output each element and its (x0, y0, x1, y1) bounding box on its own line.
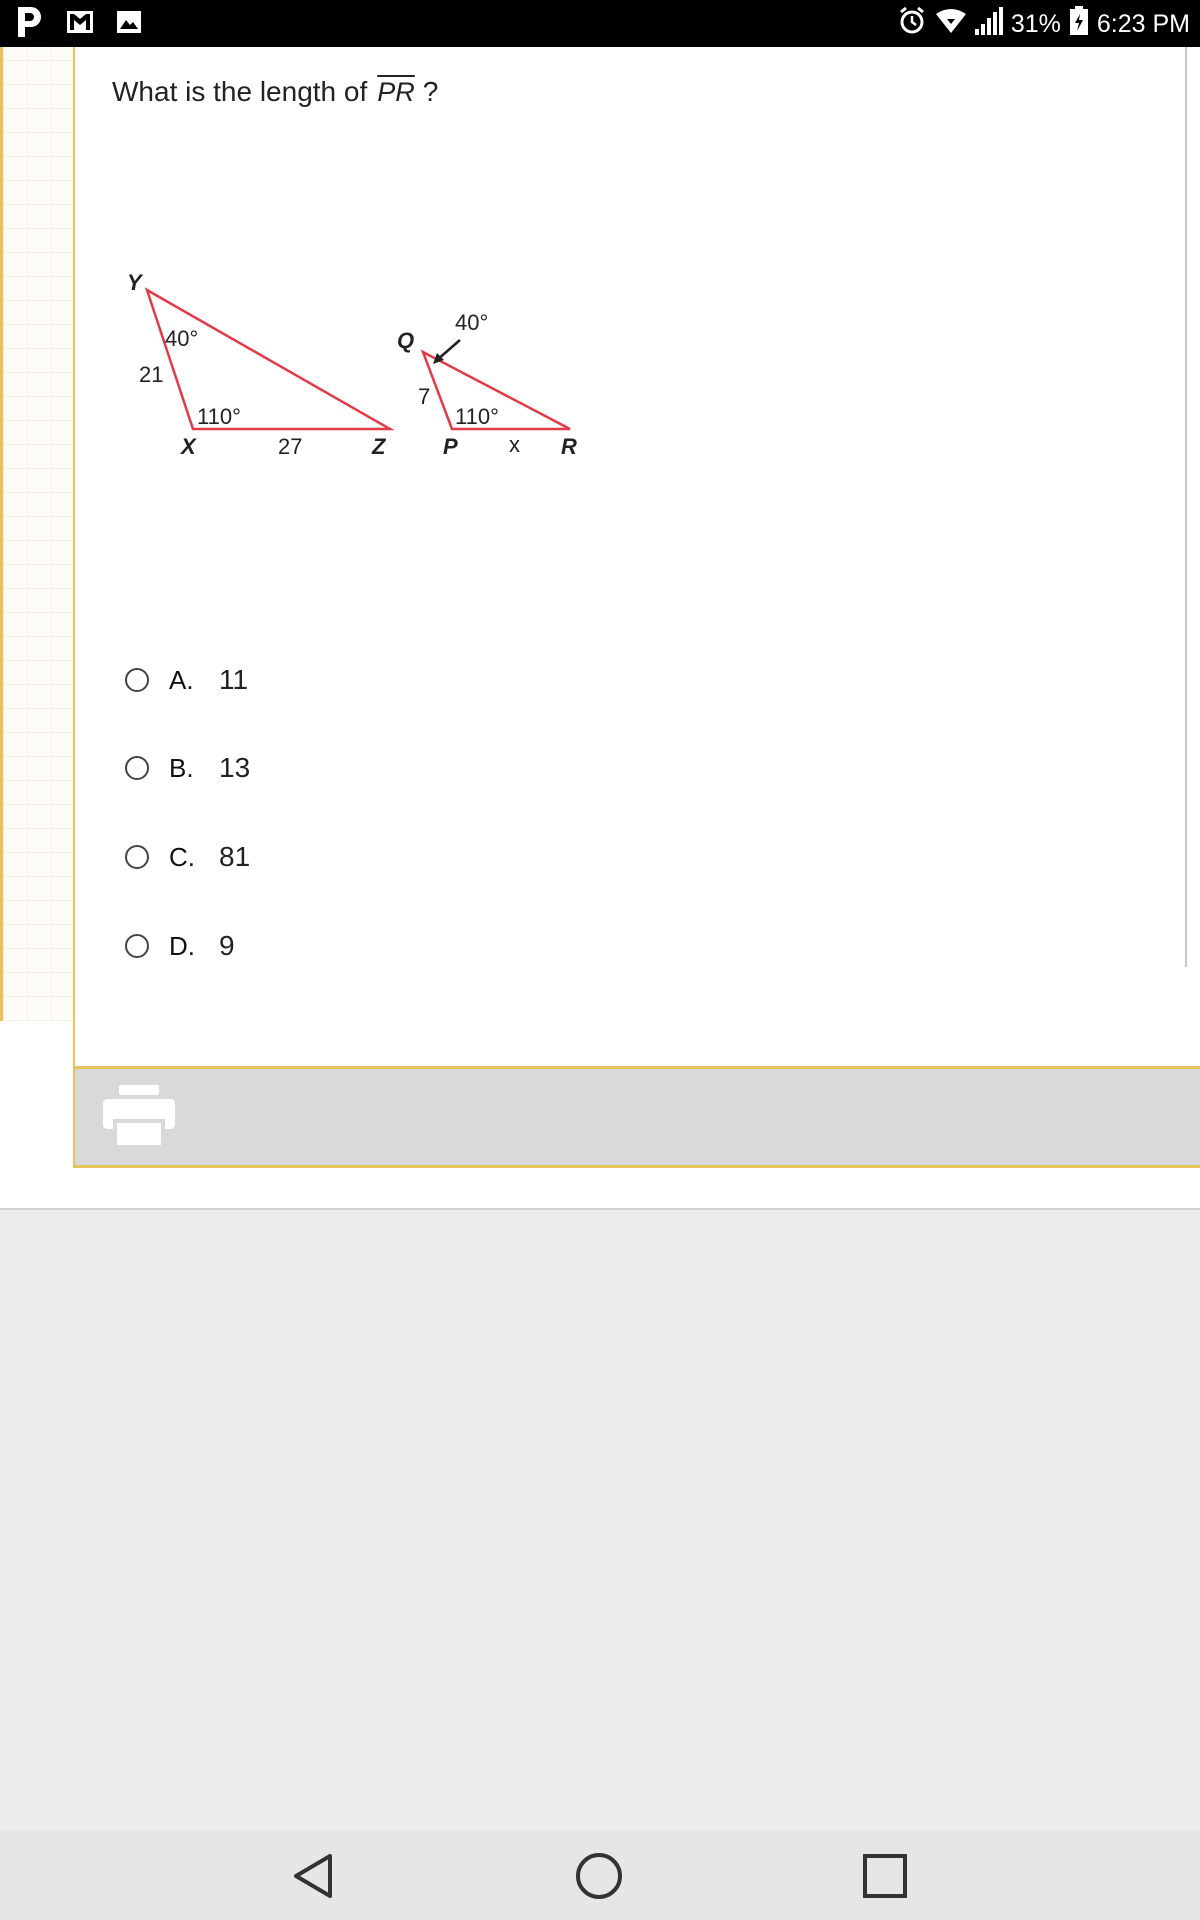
question-card (73, 47, 1200, 1067)
recents-button[interactable] (855, 1846, 915, 1906)
question-prompt (112, 76, 438, 108)
option-a[interactable] (125, 658, 248, 702)
side-yx-label: 21 (139, 362, 164, 387)
question-mark: ? (422, 76, 439, 107)
option-text: 11 (219, 664, 249, 695)
side-pr-label: x (509, 432, 520, 457)
signal-icon (975, 7, 1003, 42)
triangles-figure (115, 260, 595, 470)
status-bar-left (14, 6, 142, 42)
print-button[interactable] (103, 1085, 175, 1151)
wifi-icon (935, 8, 967, 41)
option-letter: B. (169, 752, 194, 783)
status-bar-right (897, 6, 1190, 42)
home-icon (569, 1846, 629, 1906)
option-d[interactable] (125, 924, 235, 968)
vertex-y: Y (127, 270, 142, 295)
side-xz-label: 27 (278, 434, 303, 459)
pandora-icon (14, 5, 44, 44)
option-b[interactable] (125, 746, 250, 790)
image-icon (116, 10, 142, 39)
option-letter: A. (169, 664, 194, 695)
radio-button[interactable] (125, 756, 149, 780)
bottom-toolbar (73, 1066, 1200, 1168)
option-letter: D. (169, 930, 195, 961)
vertex-q: Q (397, 328, 415, 353)
gmail-icon (66, 10, 94, 39)
question-text: What is the length of (112, 76, 368, 107)
vertex-p: P (443, 434, 458, 459)
radio-button[interactable] (125, 668, 149, 692)
left-margin-strip (0, 47, 75, 1021)
navigation-bar (0, 1830, 1200, 1920)
print-icon (103, 1085, 175, 1151)
option-text: 13 (219, 752, 251, 783)
vertex-r: R (561, 434, 577, 459)
card-right-border (1185, 47, 1187, 967)
radio-button[interactable] (125, 845, 149, 869)
home-button[interactable] (569, 1846, 629, 1906)
angle-p-label: 110° (455, 404, 499, 429)
angle-y-label: 40° (165, 326, 199, 351)
angle-q-label: 40° (455, 310, 489, 335)
segment-label: $\overline{PR}$ (377, 77, 415, 107)
recents-icon (855, 1846, 915, 1906)
option-letter: C. (169, 841, 195, 872)
status-bar (0, 0, 1200, 47)
back-icon (284, 1846, 344, 1906)
radio-button[interactable] (125, 934, 149, 958)
option-text: 81 (219, 841, 251, 872)
triangle-yxz (147, 290, 390, 429)
angle-x-label: 110° (197, 404, 241, 429)
battery-percent: 31% (1010, 9, 1061, 38)
content-divider (0, 1208, 1200, 1210)
alarm-icon (897, 6, 927, 43)
vertex-x: X (181, 434, 196, 459)
vertex-z: Z (372, 434, 386, 459)
side-qp-label: 7 (418, 384, 431, 409)
option-text: 9 (219, 930, 235, 961)
option-c[interactable] (125, 835, 250, 879)
clock: 6:23 PM (1096, 9, 1190, 38)
back-button[interactable] (284, 1846, 344, 1906)
battery-icon (1069, 6, 1089, 43)
